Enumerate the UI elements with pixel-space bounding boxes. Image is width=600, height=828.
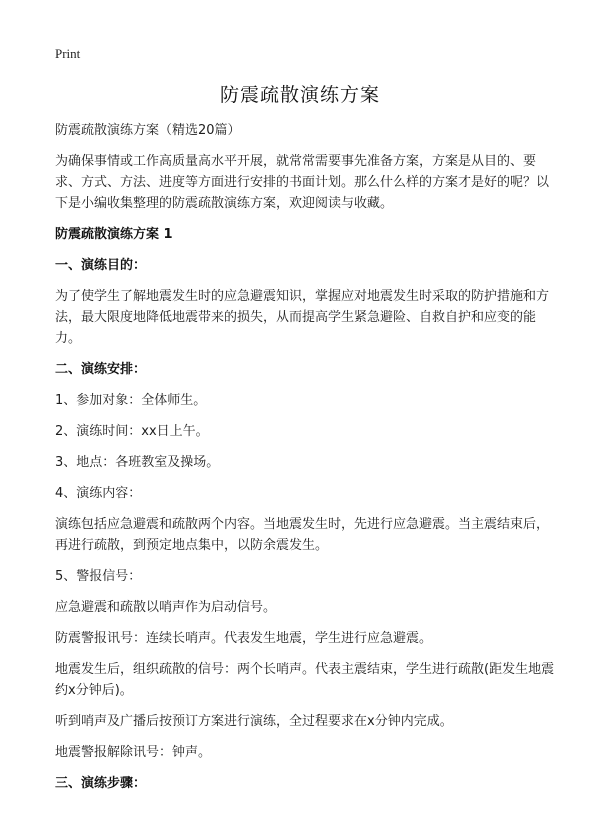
list-item-participants: 1、参加对象：全体师生。: [55, 393, 207, 408]
release-paragraph: 地震警报解除讯号：钟声。: [55, 745, 212, 760]
document-subtitle: 防震疏散演练方案（精选20篇）: [55, 123, 241, 138]
section-title: 防震疏散演练方案 1: [55, 227, 173, 242]
heading-arrangement: 二、演练安排：: [55, 362, 147, 377]
document-title: 防震疏散演练方案: [219, 84, 380, 106]
intro-paragraph: 为确保事情或工作高质量高水平开展，就常常需要事先准备方案，方案是从目的、要求、方式、方法、进度等方面进行安排的书面计划。那么什么样的方案才是好的呢？以下是小编收集整理的防震疏散演练方案，欢迎阅读与收藏。: [55, 154, 550, 211]
list-item-signal: 5、警报信号：: [55, 569, 142, 584]
heading-steps: 三、演练步骤：: [55, 776, 147, 791]
content-paragraph: 演练包括应急避震和疏散两个内容。当地震发生时，先进行应急避震。当主震结束后，再进行疏散，到预定地点集中，以防余震发生。: [55, 517, 550, 553]
purpose-paragraph: 为了使学生了解地震发生时的应急避震知识，掌握应对地震发生时采取的防护措施和方法，最大限度地降低地震带来的损失，从而提高学生紧急避险、自救自护和应变的能力。: [55, 289, 550, 346]
list-item-location: 3、地点：各班教室及操场。: [55, 455, 220, 470]
signal-paragraph: 应急避震和疏散以哨声作为启动信号。: [55, 600, 277, 615]
drill-paragraph: 听到哨声及广播后按预订方案进行演练，全过程要求在x分钟内完成。: [55, 714, 453, 729]
alarm-paragraph: 防震警报讯号：连续长哨声。代表发生地震，学生进行应急避震。: [55, 631, 433, 646]
evacuation-paragraph: 地震发生后，组织疏散的信号：两个长哨声。代表主震结束，学生进行疏散(距发生地震约x分钟后)。: [55, 662, 555, 698]
list-item-time: 2、演练时间：xx日上午。: [55, 424, 209, 439]
document-body: [55, 120, 555, 804]
heading-purpose: 一、演练目的：: [55, 258, 147, 273]
list-item-content: 4、演练内容：: [55, 486, 142, 501]
print-link[interactable]: Print: [55, 46, 81, 61]
